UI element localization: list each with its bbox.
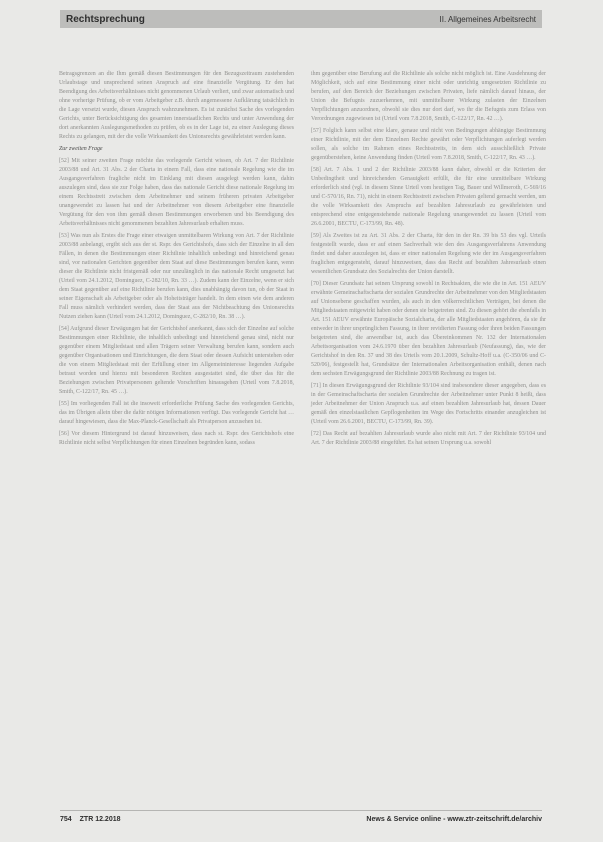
paragraph: [59] Als Zweites ist zu Art. 31 Abs. 2 der Charta, für den in der Rn. 39 bis 53 des vgl. Urteils festgestellt wurde, dass er auf einen Sachverhalt wie den des Ausgangsverfahrens Anwendung findet und daher auszulegen ist, dass er einer nationalen Regelung wie der im Ausgangsverfahren fraglichen entgegensteht, darauf hinzuweisen, dass das Recht auf bezahlten Jahresurlaub einen wesentlichen Grundsatz des Sozialrechts der Union darstellt. (311, 233, 546, 275)
paragraph: [55] Im vorliegenden Fall ist die insoweit erforderliche Prüfung Sache des vorlegenden Gerichts, das im Übrigen allein über die dafür nötigen Informationen verfügt. Das vorlegende Gericht hat … darauf hingewiesen, dass die Max-Planck-Gesellschaft als Privatperson anzusehen ist. (59, 401, 294, 425)
paragraph: [53] Was nun als Erstes die Frage einer etwaigen unmittelbaren Wirkung von Art. 7 der Richtlinie 2003/88 anbelangt, ergibt sich aus der st. Rspr. des Gerichtshofs, dass sich der Einzelne in all den Fällen, in denen die Bestimmungen einer Richtlinie inhaltlich unbedingt und hinreichend genau sind, vor nationalen Gerichten gegenüber dem Staat auf diese Bestimmungen berufen kann, wenn dieser die Richtlinie nicht fristgemäß oder nur unzulänglich in das nationale Recht umgesetzt hat (Urteil vom 24.1.2012, Dominguez, C-282/10, Rn. 33 …). Zudem kann der Einzelne, wenn er sich dem Staat gegenüber auf eine Richtlinie berufen kann, dies unabhängig davon tun, ob der Staat in seiner Eigenschaft als Arbeitgeber oder als Hoheitsträger handelt. In dem einen wie dem anderen Fall muss nämlich verhindert werden, dass der Staat aus der Nichtbeachtung des Unionsrechts Nutzen ziehen kann (Urteil vom 24.1.2012, Dominguez, C-282/10, Rn. 38 …). (59, 233, 294, 320)
paragraph: [58] Art. 7 Abs. 1 und 2 der Richtlinie 2003/88 kann daher, obwohl er die Kriterien der Unbedingtheit und hinreichenden Genauigkeit erfüllt, die für eine unmittelbare Wirkung erforderlich sind (vgl. in diesem Sinne Urteil vom heutigen Tag, Bauer und Willmeroth, C-569/16 und C-570/16, Rn. 71), nicht in einem Rechtsstreit zwischen Privaten geltend gemacht werden, um die volle Wirksamkeit des Anspruchs auf bezahlten Jahresurlaub zu gewährleisten und entsprechend eine entgegenstehende nationale Regelung unangewendet zu lassen (Urteil vom 26.6.2001, BECTU, C-173/99, Rn. 48). (311, 167, 546, 227)
paragraph: [54] Aufgrund dieser Erwägungen hat der Gerichtshof anerkannt, dass sich der Einzelne auf solche Bestimmungen einer Richtlinie, die inhaltlich unbedingt und hinreichend genau sind, nicht nur gegenüber einem Mitgliedstaat und allen Trägern seiner Verwaltung berufen kann, sondern auch gegenüber Organisationen und Einrichtungen, die dem Staat oder dessen Aufsicht unterstehen oder die von einem Mitgliedstaat mit der Erfüllung einer im Allgemeininteresse liegenden Aufgabe betraut worden und hierzu mit besonderen Rechten ausgestattet sind, die über das für die Beziehungen zwischen Privatpersonen geltende Vorschriften hinausgehen (Urteil vom 7.8.2018, Smith, C-122/17, Rn. 45 …). (59, 326, 294, 395)
right-column (311, 70, 546, 451)
paragraph: [57] Folglich kann selbst eine klare, genaue und nicht von Bedingungen abhängige Bestimmung einer Richtlinie, mit der dem Einzelnen Rechte gewährt oder Verpflichtungen auferlegt werden sollen, als solche im Rahmen eines Rechtsstreits, in dem sich ausschließlich Private gegenüberstehen, keine Anwendung finden (Urteil vom 7.8.2018, Smith, C-122/17, Rn. 43 …). (311, 128, 546, 161)
paragraph: [71] In diesen Erwägungsgrund der Richtlinie 93/104 sind insbesondere dieser angegeben, dass es in der Gemeinschaftscharta der sozialen Grundrechte der Arbeitnehmer unter Punkt 8 heißt, dass jeder Arbeitnehmer der Union Anspruch u.a. auf einen bezahlten Jahresurlaub hat, dessen Dauer gemäß den einzelstaatlichen Gepflogenheiten im Wege des Fortschritts einander anzugleichen ist (Urteil vom 26.6.2001, BECTU, C-173/99, Rn. 39). (311, 383, 546, 425)
left-column (59, 70, 294, 451)
paragraph: [56] Vor diesem Hintergrund ist darauf hinzuweisen, dass nach st. Rspr. des Gerichtshofs eine Richtlinie nicht selbst Verpflichtungen für einen Einzelnen begründen kann, sodass (59, 431, 294, 446)
chapter-title: II. Allgemeines Arbeitsrecht (439, 14, 536, 24)
paragraph: ihm gegenüber eine Berufung auf die Richtlinie als solche nicht möglich ist. Eine Ausdehnung der Möglichkeit, sich auf eine Bestimmung einer nicht oder unrichtig umgesetzten Richtlinie zu berufen, auf den Bereich der Beziehungen zwischen Privaten, liefe nämlich darauf hinaus, der Union die Befugnis zuzuerkennen, mit unmittelbarer Wirkung zulasten der Einzelnen Verpflichtungen anzuordnen, obwohl sie dies nur dort darf, wo ihr die Befugnis zum Erlass von Verordnungen zugewiesen ist (Urteil vom 7.8.2018, Smith, C-122/17, Rn. 42 …). (311, 71, 546, 122)
paragraph: [52] Mit seiner zweiten Frage möchte das vorlegende Gericht wissen, ob Art. 7 der Richtlinie 2003/88 und Art. 31 Abs. 2 der Charta in einem Fall, dass eine nationale Regelung wie die im Ausgangsverfahren fragliche nicht im Einklang mit diesen ausgelegt werden kann, dahin auszulegen sind, dass sie zur Folge haben, dass das nationale Gericht diese nationale Regelung im einem Rechtsstreit zwischen dem Arbeitnehmer und seinem früheren privaten Arbeitgeber unangewendet zu lassen hat und der Arbeitnehmer von diesem Arbeitgeber eine finanzielle Vergütung für den von ihm gemäß diesen Bestimmungen erworbenen und bis Beendigung des Arbeitsverhältnisses nicht genommenen bezahlten Jahresurlaub erhalten muss. (59, 158, 294, 227)
journal-issue: ZTR 12.2018 (79, 815, 121, 823)
paragraph: [72] Das Recht auf bezahlten Jahresurlaub wurde also nicht mit Art. 7 der Richtlinie 93/104 und Art. 7 der Richtlinie 2003/88 eingeführt. Es hat seinen Ursprung u.a. sowohl (311, 431, 546, 446)
page-number: 754 (60, 815, 72, 823)
paragraph: Betragsgrenzen an die Ihm gemäß diesen Bestimmungen für den Bezugszeitraum zustehenden Urlaubstage und unsprechend seinen Anspruch auf eine finanzielle Vergütung. Er den hat Beendigung des Arbeitsverhältnisses nicht genommenen Urlaub verliert, und zwar automatisch und ohne vorherige Prüfung, ob er vom Arbeitgeber z.B. durch angemessene Aufklärung tatsächlich in die Lage versetzt wurde, diesen Anspruch wahrzunehmen. Es ist zunächst Sache des vorlegenden Gerichts, unter Berücksichtigung des gesamten innerstaatlichen Rechts und unter Anwendung der dort anerkannten Auslegungsmethoden zu prüfen, ob es in der Lage ist, zu einer Auslegung dieses Rechts zu gelangen, mit der die volle Wirksamkeit des Unionsrechts gewährleistet werden kann. (59, 71, 294, 140)
paragraph: [70] Dieser Grundsatz hat seinen Ursprung sowohl in Rechtsakten, die wie die in Art. 151 AEUV erwähnte Gemeinschaftscharta der sozialen Grundrechte der Arbeitnehmer von den Mitgliedstaaten auf Unionsebene geschaffen wurden, als auch in den völkerrechtlichen Verträgen, bei denen die Mitgliedstaaten mitgewirkt haben oder denen sie beigetreten sind. Zu diesen gehört die ebenfalls in Art. 151 AEUV erwähnte Europäische Sozialcharta, der alle Mitgliedstaaten angehören, da sie ihr entweder in ihrer ursprünglichen Fassung, in ihrer revidierten Fassung oder ihren beiden Fassungen beigetreten sind, die anwendbar ist, auch das Übereinkommen Nr. 132 der Internationalen Arbeitsorganisation vom 24.6.1970 über den bezahlten Jahresurlaub (Neufassung), das, wie der Gerichtshof in den Rn. 37 und 38 des Urteils vom 20.1.2009, Schultz-Hoff u.a. (C-350/06 und C-520/06), festgestellt hat, Grundsätze der Internationalen Arbeitsorganisation enthält, denen nach dem sechsten Erwägungsgrund der Richtlinie 2003/88 Rechnung zu tragen ist. (311, 281, 546, 377)
footer-tagline: News & Service online - www.ztr-zeitschrift.de/archiv (366, 815, 542, 823)
page-footer (60, 813, 542, 825)
footer-left (60, 816, 127, 823)
footer-divider (60, 810, 542, 811)
section-title: Rechtsprechung (66, 13, 145, 25)
subheading: Zur zweiten Frage (59, 146, 103, 152)
running-header (60, 10, 542, 28)
